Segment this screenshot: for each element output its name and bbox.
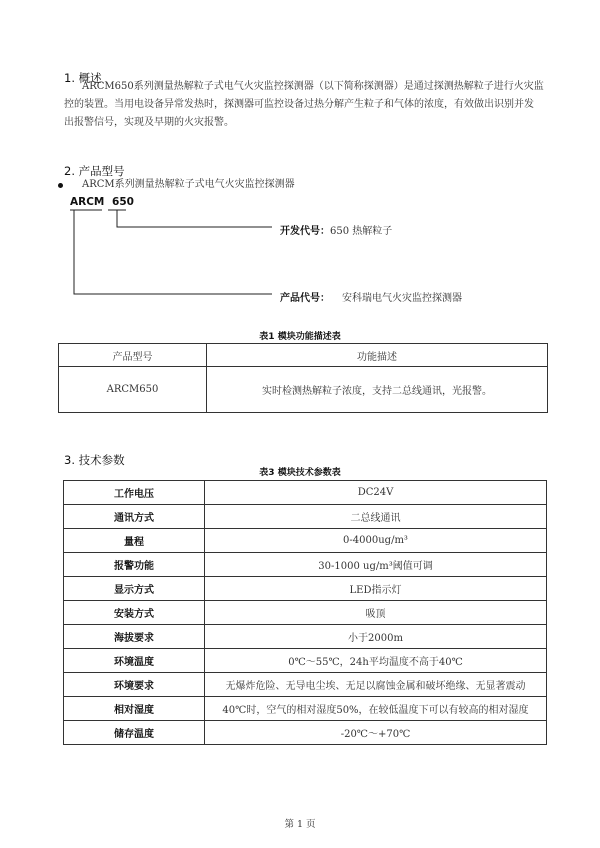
table-row [64, 625, 547, 649]
table-row [64, 529, 547, 553]
param-name: 安装方式 [64, 601, 205, 625]
dev-code-label: 开发代号： [280, 226, 330, 237]
leader-product-code [74, 210, 272, 294]
param-name: 海拔要求 [64, 625, 205, 649]
section-2-heading: 2. 产品型号 [64, 164, 125, 178]
table-row [59, 367, 548, 413]
param-name: 通讯方式 [64, 505, 205, 529]
param-name: 显示方式 [64, 577, 205, 601]
paragraph-line: 出报警信号，实现及早期的火灾报警。 [64, 117, 234, 128]
model-prefix: ARCM [70, 196, 105, 208]
param-value: LED指示灯 [205, 577, 547, 601]
param-name: 环境要求 [64, 673, 205, 697]
table-3-caption: 表3 模块技术参数表 [259, 468, 341, 478]
dev-code-value: 650 热解粒子 [330, 226, 393, 237]
param-value: -20℃～+70℃ [205, 721, 547, 745]
param-value: 0-4000ug/m³ [205, 529, 547, 553]
dev-code-annotation [280, 219, 392, 238]
paragraph-line: 控的装置。当用电设备异常发热时，探测器可监控设备过热分解产生粒子和气体的浓度，有效做出识别并发 [64, 99, 534, 110]
table-header-cell: 产品型号 [59, 344, 207, 367]
table-row [64, 553, 547, 577]
param-name: 报警功能 [64, 553, 205, 577]
param-value: 无爆炸危险、无导电尘埃、无足以腐蚀金属和破坏绝缘、无显著震动 [205, 673, 547, 697]
tech-params-table [63, 480, 547, 745]
table-row [64, 601, 547, 625]
table-cell: ARCM650 [59, 367, 207, 413]
param-name: 相对湿度 [64, 697, 205, 721]
param-value: 30-1000 ug/m³阈值可调 [205, 553, 547, 577]
param-name: 量程 [64, 529, 205, 553]
param-value: 二总线通讯 [205, 505, 547, 529]
param-value: 0℃～55℃，24h平均温度不高于40℃ [205, 649, 547, 673]
param-name: 环境温度 [64, 649, 205, 673]
bullet-text: ARCM系列测量热解粒子式电气火灾监控探测器 [82, 179, 295, 190]
function-table [58, 343, 548, 413]
section-1-heading: 1. 概述 [64, 71, 102, 85]
table-cell: 实时检测热解粒子浓度，支持二总线通讯，光报警。 [207, 367, 548, 413]
table-row [64, 481, 547, 505]
model-code: 650 [112, 196, 134, 208]
param-value: DC24V [205, 481, 547, 505]
table-row [64, 673, 547, 697]
table-row [64, 505, 547, 529]
section-3-heading: 3. 技术参数 [64, 453, 125, 467]
param-name: 储存温度 [64, 721, 205, 745]
table-row [64, 649, 547, 673]
table-row [64, 721, 547, 745]
table-1-caption: 表1 模块功能描述表 [259, 332, 341, 342]
product-code-annotation [280, 286, 462, 305]
param-value: 小于2000m [205, 625, 547, 649]
table-row [64, 577, 547, 601]
param-value: 吸顶 [205, 601, 547, 625]
table-header-cell: 功能描述 [207, 344, 548, 367]
product-code-label: 产品代号： [280, 293, 330, 304]
param-value: 40℃时，空气的相对湿度50%，在较低温度下可以有较高的相对湿度 [205, 697, 547, 721]
product-code-value: 安科瑞电气火灾监控探测器 [342, 293, 462, 304]
paragraph-line: ARCM650系列测量热解粒子式电气火灾监控探测器（以下简称探测器）是通过探测热解粒子进行火灾监 [82, 81, 544, 92]
param-name: 工作电压 [64, 481, 205, 505]
table-header-row [59, 344, 548, 367]
table-row [64, 697, 547, 721]
page-number: 第 1 页 [284, 819, 316, 830]
leader-dev-code [117, 210, 272, 227]
